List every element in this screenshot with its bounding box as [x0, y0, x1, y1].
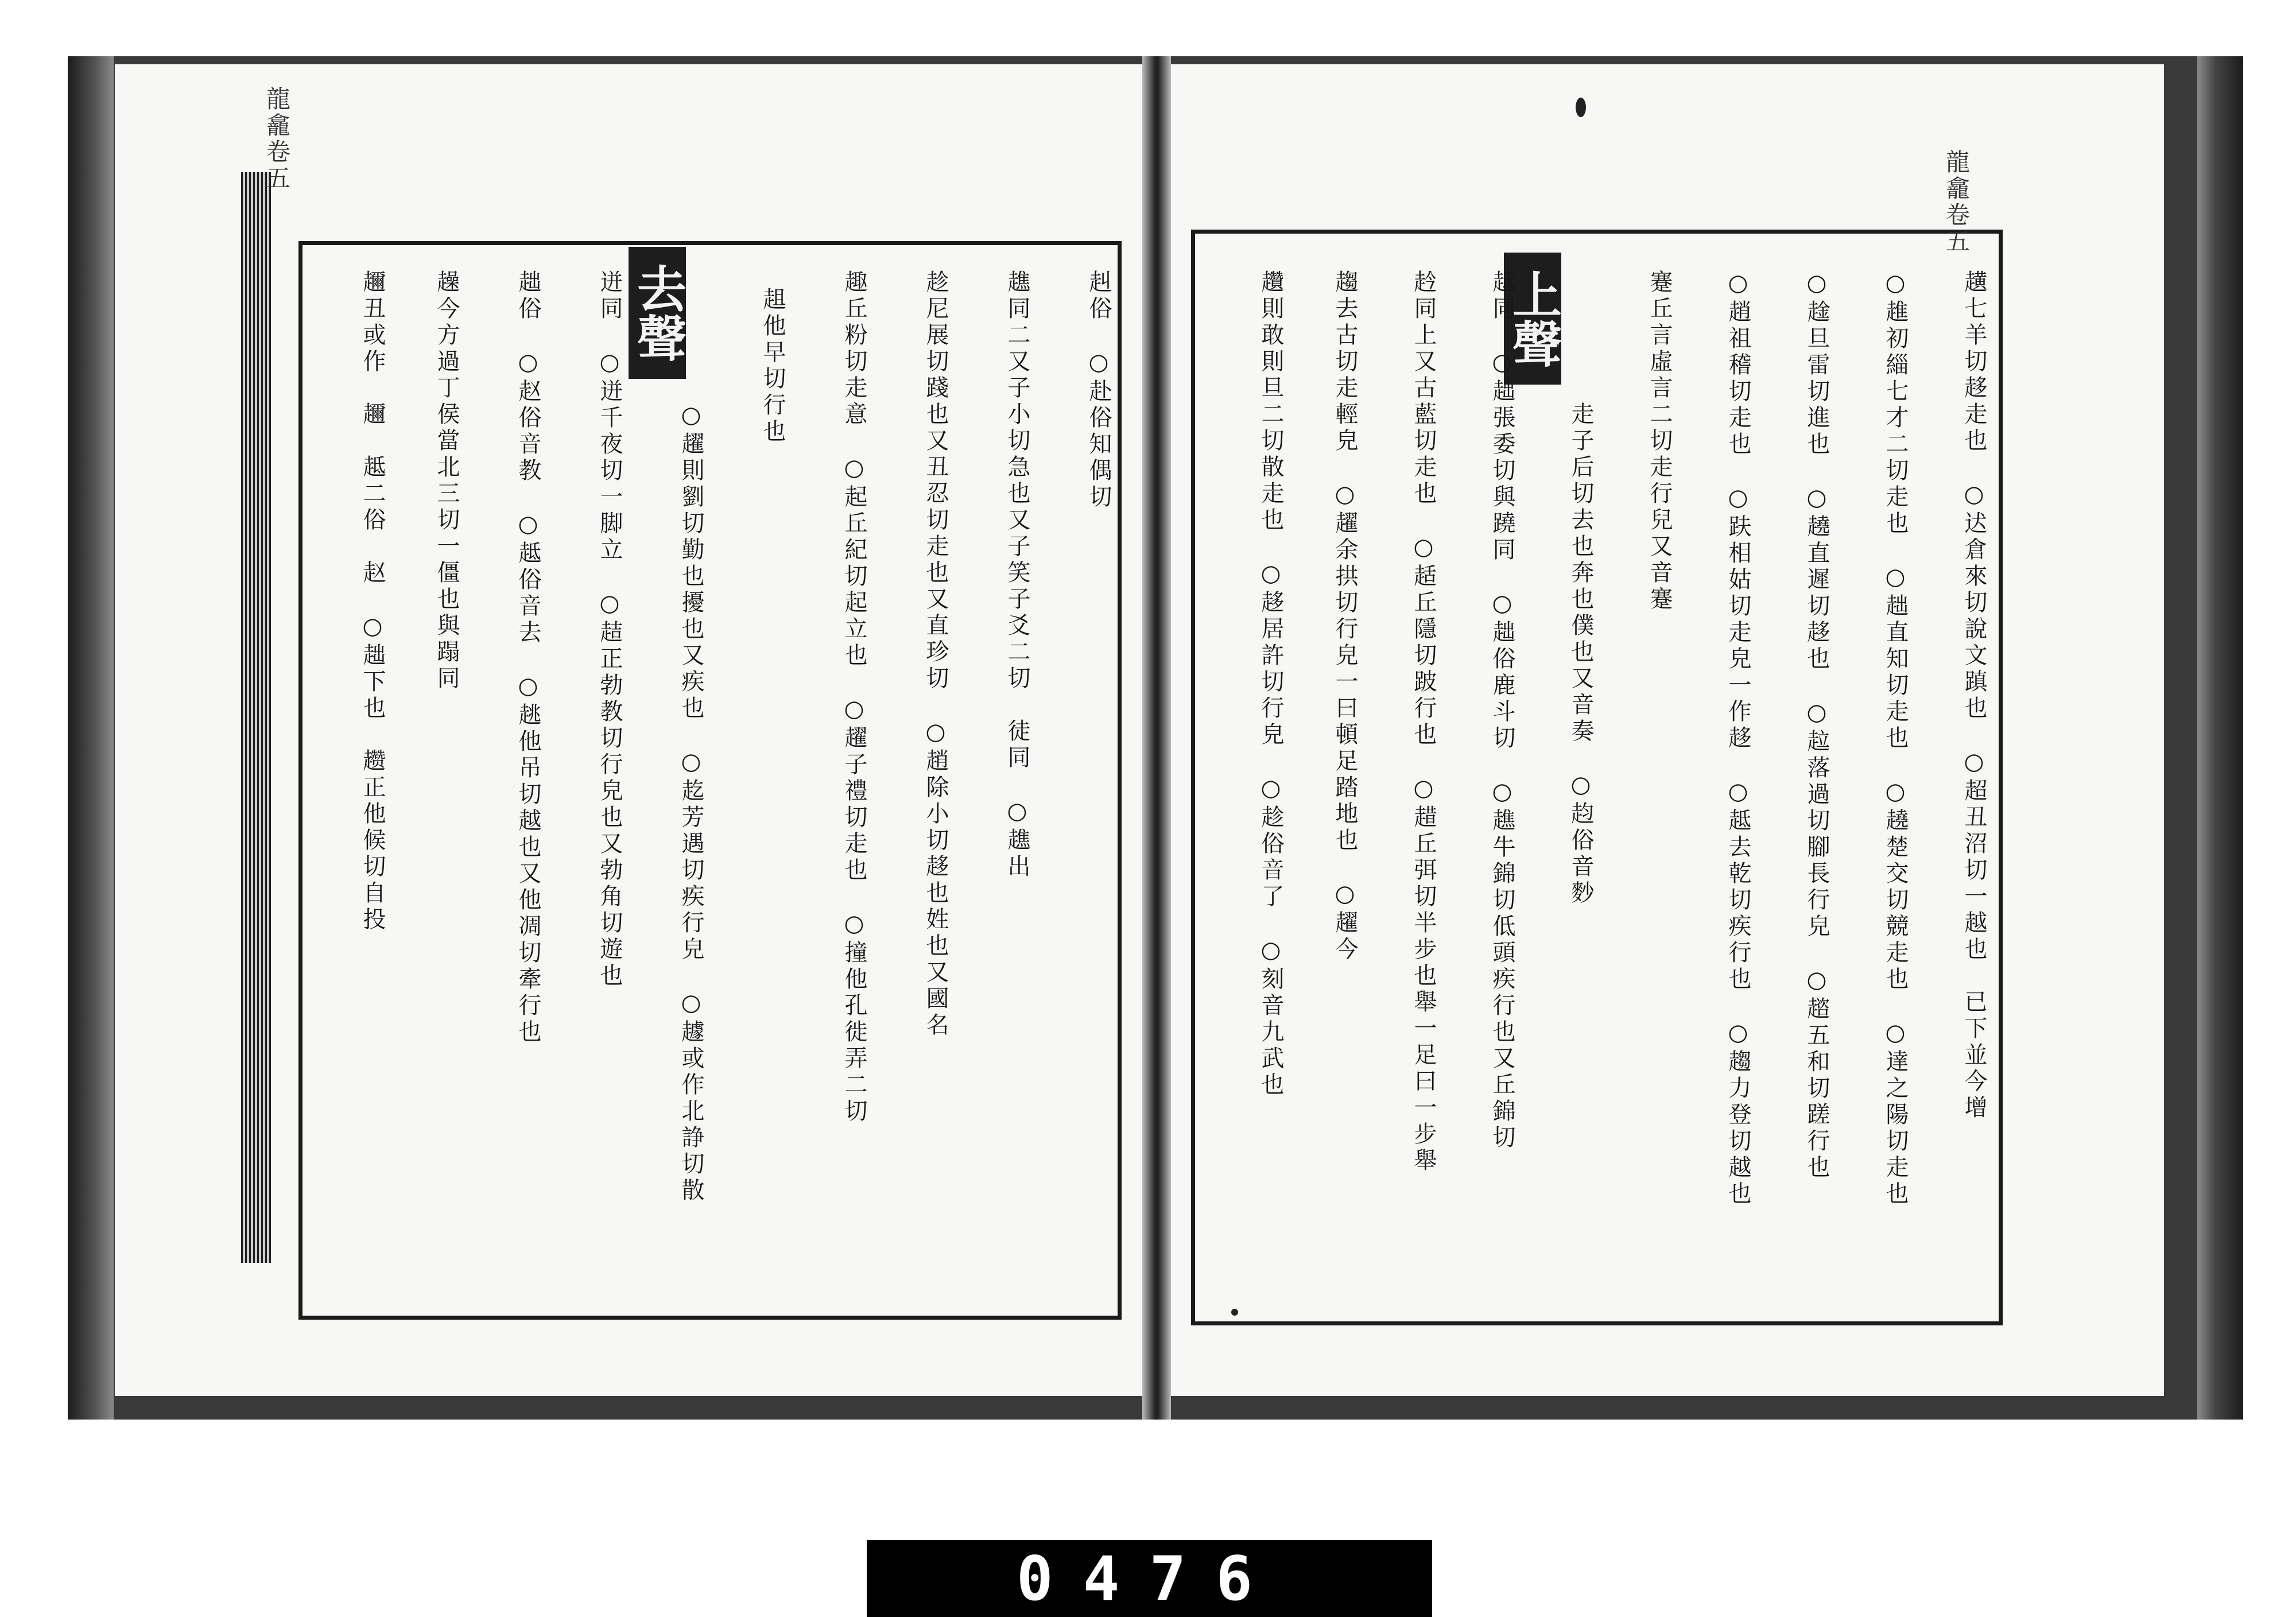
right-column-4: ○趙祖稽切走也 ○趺相姑切走皃一作趍 ○趆去乾切疾行也 ○趨力登切越也: [1725, 270, 1751, 1208]
left-column-3: 趁尼展切踐也又丑忍切走也又直珍切 ○趙除小切趍也姓也又國名: [922, 270, 949, 1039]
page-number: 0476: [1016, 1543, 1283, 1614]
left-column-6: ○趯則劉切勤也擾也又疾也 ○䞘芳遇切疾行皃 ○䟊或作北諍切散: [678, 402, 704, 1204]
scan-edge-left: [68, 56, 114, 1420]
ink-speck: [1231, 1309, 1238, 1316]
right-column-2: ○趡初緇七才二切走也 ○趉直知切走也 ○趬楚交切競走也 ○達之陽切走也: [1882, 270, 1909, 1208]
left-column-2: 趭同二又子小切急也又子笑子爻二切 徒同 ○趭出: [1004, 270, 1030, 881]
scan-edge-right: [2197, 56, 2243, 1420]
left-column-7: 迸同 ○迸千夜切一脚立 ○趌正勃教切行皃也又勃角切遊也: [596, 270, 623, 990]
right-column-5: 蹇丘言虛言二切走行兒又音蹇: [1646, 270, 1673, 613]
right-column-6: 走子后切去也奔也僕也又音奏 ○赹俗音麨: [1568, 402, 1594, 907]
left-margin-title: 龍龕卷五: [263, 86, 291, 192]
book-gutter: [1142, 56, 1171, 1420]
right-column-1: 趪七羊切趍走也 ○迖倉來切說文蹎也 ○超丑沼切一越也 已下並今增: [1961, 270, 1987, 1122]
ink-speck: [1576, 98, 1586, 117]
right-margin-title: 龍龕卷五: [1942, 149, 1971, 255]
left-column-10: 趰丑或作 趰 趆二俗 赵 ○趉下也 趱正他候切自投: [359, 270, 386, 933]
left-column-9: 趮今方過丁侯當北三切一僵也與蹋同: [433, 270, 460, 692]
left-column-4: 趣丘粉切走意 ○起丘紀切起立也 ○趯子禮切走也 ○撞他孔徙弄二切: [841, 270, 867, 1125]
tone-label-qusheng: 去聲: [629, 247, 686, 379]
right-column-3: ○趛旦雷切進也 ○趬直遲切趍也 ○趇落過切腳長行皃 ○趦五和切蹉行也: [1804, 270, 1830, 1181]
right-column-9: 趨去古切走輕皃 ○趯余拱切行皃一曰頓足踏地也 ○趯今: [1332, 270, 1358, 963]
left-column-8: 趉俗 ○赵俗音教 ○趆俗音去 ○趒他吊切越也又他凋切牽行也: [515, 270, 541, 1046]
right-column-7: 趆同 ○趉張委切與蹺同 ○趉俗鹿斗切 ○趭牛錦切低頭疾行也又丘錦切: [1489, 270, 1515, 1151]
left-column-1: 赳俗 ○赴俗知偶切: [1085, 270, 1112, 511]
right-column-10: 趲則敢則旦二切散走也 ○趍居許切行皃 ○趁俗音了 ○刻音九武也: [1258, 270, 1284, 1099]
page-number-bar: [867, 1540, 1432, 1617]
right-column-8: 赺同上又古藍切走也 ○趏丘隱切跛行也 ○趞丘弭切半步也舉一足曰一步舉: [1410, 270, 1437, 1174]
tone-label-shangsheng: 上聲: [1504, 253, 1561, 385]
left-column-5: 趄他早切行也: [759, 287, 786, 445]
